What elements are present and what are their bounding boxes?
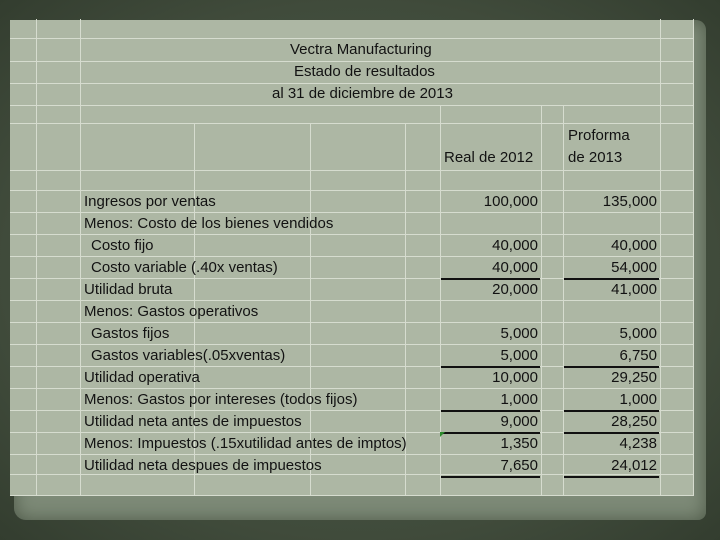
row-value-proforma: 5,000 bbox=[619, 325, 657, 342]
grid-line bbox=[80, 19, 81, 495]
row-label: Menos: Gastos operativos bbox=[84, 303, 259, 320]
row-value-proforma: 28,250 bbox=[611, 413, 657, 430]
row-value-real: 20,000 bbox=[492, 281, 538, 298]
grid-line bbox=[660, 19, 661, 495]
grid-line bbox=[693, 19, 694, 495]
row-value-proforma: 1,000 bbox=[619, 391, 657, 408]
grid-line bbox=[10, 322, 694, 323]
row-value-real: 5,000 bbox=[500, 347, 538, 364]
row-value-real: 10,000 bbox=[492, 369, 538, 386]
row-label: Costo variable (.40x ventas) bbox=[91, 259, 278, 276]
column-header-real: Real de 2012 bbox=[444, 149, 534, 166]
row-value-real: 1,000 bbox=[500, 391, 538, 408]
grid-line bbox=[10, 454, 694, 455]
grid-line bbox=[10, 170, 694, 171]
row-label: Ingresos por ventas bbox=[84, 193, 216, 210]
row-value-proforma: 29,250 bbox=[611, 369, 657, 386]
grid-line bbox=[10, 388, 694, 389]
statement-title: Estado de resultados bbox=[294, 63, 435, 80]
row-label: Gastos variables(.05xventas) bbox=[91, 347, 286, 364]
row-label: Costo fijo bbox=[91, 237, 154, 254]
row-value-proforma: 40,000 bbox=[611, 237, 657, 254]
row-label: Utilidad bruta bbox=[84, 281, 173, 298]
grid-line bbox=[10, 190, 694, 191]
row-value-real: 40,000 bbox=[492, 237, 538, 254]
row-value-real: 100,000 bbox=[483, 193, 538, 210]
grid-line bbox=[10, 123, 694, 124]
row-label: Gastos fijos bbox=[91, 325, 170, 342]
grid-line bbox=[36, 19, 37, 495]
column-header-proforma-line1: Proforma bbox=[568, 127, 630, 144]
row-label: Menos: Impuestos (.15xutilidad antes de imptos) bbox=[84, 435, 407, 452]
row-value-proforma: 4,238 bbox=[619, 435, 657, 452]
company-name: Vectra Manufacturing bbox=[290, 41, 432, 58]
total-underline bbox=[441, 476, 540, 478]
grid-line bbox=[10, 256, 694, 257]
row-label: Menos: Costo de los bienes vendidos bbox=[84, 215, 334, 232]
grid-line bbox=[10, 234, 694, 235]
row-label: Menos: Gastos por intereses (todos fijos) bbox=[84, 391, 358, 408]
row-value-proforma: 54,000 bbox=[611, 259, 657, 276]
total-underline bbox=[564, 476, 659, 478]
row-label: Utilidad operativa bbox=[84, 369, 200, 386]
row-value-real: 40,000 bbox=[492, 259, 538, 276]
grid-line bbox=[10, 300, 694, 301]
row-label: Utilidad neta despues de impuestos bbox=[84, 457, 322, 474]
statement-date: al 31 de diciembre de 2013 bbox=[272, 85, 453, 102]
grid-line bbox=[10, 344, 694, 345]
grid-line bbox=[10, 495, 694, 496]
row-value-proforma: 24,012 bbox=[611, 457, 657, 474]
grid-line bbox=[10, 105, 694, 106]
cell-comment-marker bbox=[440, 432, 445, 437]
row-label: Utilidad neta antes de impuestos bbox=[84, 413, 302, 430]
row-value-real: 9,000 bbox=[500, 413, 538, 430]
row-value-proforma: 135,000 bbox=[602, 193, 657, 210]
grid-line bbox=[10, 38, 694, 39]
column-header-proforma-line2: de 2013 bbox=[568, 149, 623, 166]
row-value-real: 1,350 bbox=[500, 435, 538, 452]
row-value-proforma: 41,000 bbox=[611, 281, 657, 298]
grid-line bbox=[10, 212, 694, 213]
row-value-real: 5,000 bbox=[500, 325, 538, 342]
row-value-proforma: 6,750 bbox=[619, 347, 657, 364]
row-value-real: 7,650 bbox=[500, 457, 538, 474]
